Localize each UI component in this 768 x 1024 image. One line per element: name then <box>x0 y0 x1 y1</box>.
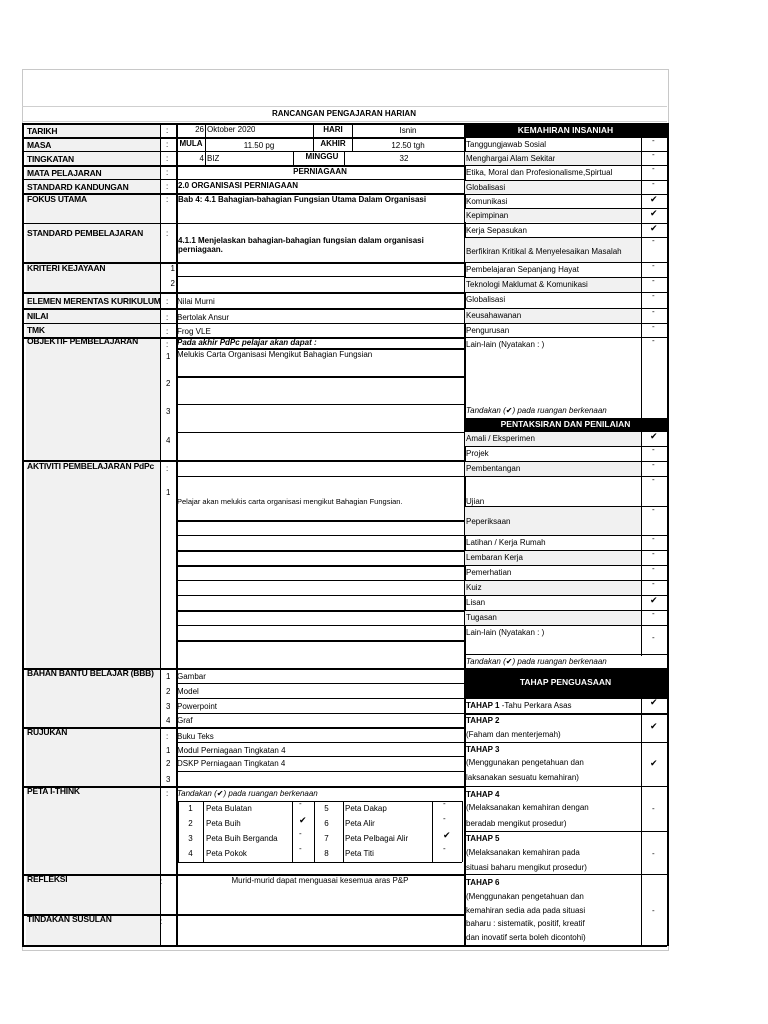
peta-dash: - <box>299 829 302 838</box>
peta-grid-line <box>462 801 463 862</box>
pp-item: Pemerhatian <box>466 568 512 577</box>
pp-item: Projek <box>466 449 489 458</box>
ki-item: Berfikiran Kritikal & Menyelesaikan Masalah <box>466 247 622 256</box>
pp-note: Tandakan (✔) pada ruangan berkenaan <box>466 657 607 666</box>
pp-item: Lisan <box>466 598 486 607</box>
ki-dash: - <box>652 179 655 188</box>
minggu-label: MINGGU <box>305 152 339 161</box>
pp-item: Ujian <box>466 497 485 506</box>
masa-label: MASA <box>27 140 52 150</box>
nilai-label: NILAI <box>27 311 49 321</box>
ki-dash: - <box>652 322 655 331</box>
ki-row-line <box>464 223 667 224</box>
peta-grid-line <box>292 801 293 862</box>
akt-1: Pelajar akan melukis carta organisasi mengikut Bahagian Fungsian. <box>177 497 403 506</box>
pp-dash: - <box>652 475 655 484</box>
pp-item: Latihan / Kerja Rumah <box>466 538 546 547</box>
tahap6-mark: - <box>652 906 655 915</box>
peta-dash: - <box>443 814 446 823</box>
ki-row-line <box>464 277 667 278</box>
pp-check-icon: ✔ <box>650 595 658 605</box>
kk-number: 1 <box>170 264 175 273</box>
ruj-item: Modul Perniagaan Tingkatan 4 <box>177 746 286 755</box>
colon: : <box>166 327 169 336</box>
kk-label: KRITERI KEJAYAAN <box>27 263 106 273</box>
obj-label: OBJEKTIF PEMBELAJARAN <box>27 336 139 346</box>
tahap3-desc: laksanakan sesuatu kemahiran) <box>466 773 579 782</box>
pp-item: Pembentangan <box>466 464 521 473</box>
ki-item: Pembelajaran Sepanjang Hayat <box>466 265 579 274</box>
ki-item: Pengurusan <box>466 326 510 335</box>
ruj-number: 2 <box>166 759 171 768</box>
pp-row-line <box>464 506 667 507</box>
pp-dash: - <box>652 579 655 588</box>
bbb-item: Graf <box>177 716 193 725</box>
hari-value: Isnin <box>399 126 417 135</box>
peta-dash: - <box>299 799 302 808</box>
obj-number: 4 <box>166 436 171 445</box>
pp-item: Peperiksaan <box>466 517 511 526</box>
colon-column-line <box>160 123 161 946</box>
pp-item: Tugasan <box>466 613 497 622</box>
pp-dash: - <box>652 505 655 514</box>
ki-row-line <box>464 180 667 181</box>
bbb-number: 2 <box>166 687 171 696</box>
right-border <box>667 123 669 946</box>
peta-grid-line <box>203 801 204 862</box>
colon: : <box>166 732 169 741</box>
pp-dash: - <box>652 633 655 642</box>
tahap6-desc: kemahiran sedia ada pada situasi <box>466 906 586 915</box>
peta-number: 4 <box>188 849 193 858</box>
pp-item: Lembaran Kerja <box>466 553 523 562</box>
obj-number: 1 <box>166 352 171 361</box>
tahap4-desc: beradab mengikut prosedur) <box>466 819 567 828</box>
peta-number: 5 <box>324 804 329 813</box>
mark-column-line <box>641 698 642 945</box>
tahap1-text: -Tahu Perkara Asas <box>499 701 572 710</box>
peta-name: Peta Alir <box>345 819 375 828</box>
ruj-item: DSKP Perniagaan Tingkatan 4 <box>177 759 286 768</box>
colon: : <box>166 140 169 149</box>
colon: : <box>166 297 169 306</box>
pt-label: PETA I-THINK <box>27 786 80 796</box>
sk-label: STANDARD KANDUNGAN <box>27 182 129 192</box>
colon: : <box>166 464 169 473</box>
pp-dash: - <box>652 549 655 558</box>
tingkatan-label: TINGKATAN <box>27 154 74 164</box>
tahap6-desc: baharu : sistematik, positif, kreatif <box>466 919 585 928</box>
tahap2-desc: (Faham dan menterjemah) <box>466 730 561 739</box>
left-border <box>22 123 24 946</box>
pp-row-bg <box>465 580 641 595</box>
ki-item: Globalisasi <box>466 295 506 304</box>
peta-name: Peta Pelbagai Alir <box>345 834 409 843</box>
mata-label: MATA PELAJARAN <box>27 168 102 178</box>
ruj-number: 3 <box>166 775 171 784</box>
tahap6-title: TAHAP 6 <box>466 878 500 887</box>
tmk-value: Frog VLE <box>177 327 211 336</box>
ki-row-line <box>464 165 667 166</box>
ki-item: Lain-lain (Nyatakan : ) <box>466 340 545 349</box>
colon: : <box>160 917 163 926</box>
tingkatan-num: 4 <box>199 154 204 163</box>
pp-row-line <box>464 431 667 432</box>
mark-column-line <box>641 431 642 656</box>
ki-dash: - <box>652 276 655 285</box>
ki-dash: - <box>652 261 655 270</box>
pp-row-line <box>464 535 667 536</box>
obj-1: Melukis Carta Organisasi Mengikut Bahagian Fungsian <box>177 350 373 359</box>
pp-dash: - <box>652 445 655 454</box>
ki-item: Tanggungjawab Sosial <box>466 140 547 149</box>
peta-dash: - <box>443 799 446 808</box>
ref-label: REFLEKSI <box>27 874 68 884</box>
peta-name: Peta Buih <box>206 819 241 828</box>
mula-value: 11.50 pg <box>243 141 275 150</box>
peta-name: Peta Buih Berganda <box>206 834 278 843</box>
tahap3-mark: ✔ <box>650 758 658 768</box>
label-column <box>26 123 163 946</box>
ref-value: Murid-murid dapat menguasai kesemua aras P&P <box>231 876 409 885</box>
ki-row-line <box>464 308 667 309</box>
pp-row-line <box>464 625 667 626</box>
ki-row-line <box>464 194 667 195</box>
peta-dash: - <box>443 844 446 853</box>
akt-number: 1 <box>166 488 171 497</box>
ki-item: Kepimpinan <box>466 211 509 220</box>
pp-row-line <box>464 595 667 596</box>
tahap5-desc: situasi baharu mengikut prosedur) <box>466 863 587 872</box>
peta-grid-line <box>432 801 433 862</box>
pp-header: PENTAKSIRAN DAN PENILAIAN <box>464 418 667 431</box>
tahap3-title: TAHAP 3 <box>466 745 500 754</box>
pp-row-line <box>464 565 667 566</box>
page-title: RANCANGAN PENGAJARAN HARIAN <box>271 109 416 118</box>
peta-dash: - <box>299 844 302 853</box>
bbb-number: 3 <box>166 702 171 711</box>
pp-dash: - <box>652 609 655 618</box>
ki-row-line <box>464 237 667 238</box>
pp-row-line <box>464 461 667 462</box>
sk-value: 2.0 ORGANISASI PERNIAGAAN <box>178 181 299 190</box>
ki-check-icon: ✔ <box>650 208 658 218</box>
pp-row-line <box>464 550 667 551</box>
tmk-label: TMK <box>27 325 45 335</box>
pp-dash: - <box>652 564 655 573</box>
ki-row-line <box>464 137 667 138</box>
peta-grid-line <box>178 862 462 863</box>
ruj-number: 1 <box>166 746 171 755</box>
bbb-item: Gambar <box>177 672 206 681</box>
colon: : <box>166 182 169 191</box>
mula-label: MULA <box>179 139 203 148</box>
ki-item: Teknologi Maklumat & Komunikasi <box>466 280 588 289</box>
pp-dash: - <box>652 460 655 469</box>
emk-value: Nilai Murni <box>177 297 215 306</box>
tahap5-desc: (Melaksanakan kemahiran pada <box>466 848 580 857</box>
tahap1-line <box>466 701 572 711</box>
pp-item: Lain-lain (Nyatakan : ) <box>466 628 545 637</box>
ki-item: Etika, Moral dan Profesionalisme,Spirtual <box>466 168 613 177</box>
colon: : <box>166 195 169 204</box>
nilai-value: Bertolak Ansur <box>177 313 230 322</box>
ki-dash: - <box>652 164 655 173</box>
pp-dash: - <box>652 534 655 543</box>
ki-row-line <box>464 292 667 293</box>
akhir-value: 12.50 tgh <box>391 141 425 150</box>
ki-dash: - <box>652 136 655 145</box>
tarikh-label: TARIKH <box>27 126 58 136</box>
peta-name: Peta Pokok <box>206 849 247 858</box>
bbb-number: 4 <box>166 716 171 725</box>
ki-check-icon: ✔ <box>650 223 658 233</box>
bbb-number: 1 <box>166 672 171 681</box>
tahap3-desc: (Menggunakan pengetahuan dan <box>466 758 584 767</box>
pp-check-icon: ✔ <box>650 431 658 441</box>
peta-number: 8 <box>324 849 329 858</box>
ki-item: Komunikasi <box>466 197 508 206</box>
tahap6-desc: (Menggunakan pengetahuan dan <box>466 892 584 901</box>
tahap1-title: TAHAP 1 <box>466 701 500 710</box>
ki-dash: - <box>652 291 655 300</box>
ki-item: Kerja Sepasukan <box>466 226 527 235</box>
peta-number: 1 <box>188 804 193 813</box>
ki-row-line <box>464 337 667 338</box>
ki-row-line <box>464 208 667 209</box>
pp-item: Kuiz <box>466 583 482 592</box>
ruj-label: RUJUKAN <box>27 727 68 737</box>
tahap2-title: TAHAP 2 <box>466 716 500 725</box>
pp-row-line <box>464 476 667 477</box>
colon: : <box>166 154 169 163</box>
ki-dash: - <box>652 307 655 316</box>
tp-header: TAHAP PENGUASAAN <box>464 668 667 698</box>
minggu-value: 32 <box>399 154 409 163</box>
pt-note: Tandakan (✔) pada ruangan berkenaan <box>177 789 318 798</box>
tingkatan-class: BIZ <box>207 154 220 163</box>
peta-number: 3 <box>188 834 193 843</box>
sp-label: STANDARD PEMBELAJARAN <box>27 228 144 238</box>
obj-intro: Pada akhir PdPc pelajar akan dapat : <box>177 338 317 347</box>
tarikh-month: Oktober 2020 <box>207 125 256 134</box>
peta-name: Peta Titi <box>345 849 374 858</box>
bbb-item: Powerpoint <box>177 702 218 711</box>
tarikh-day: 26 <box>195 125 204 134</box>
pp-row-line <box>464 446 667 447</box>
pp-row-line <box>464 610 667 611</box>
colon: : <box>166 789 169 798</box>
ki-item: Globalisasi <box>466 183 506 192</box>
sp-line1: 4.1.1 Menjelaskan bahagian-bahagian fungsian dalam organisasi <box>178 236 424 245</box>
colon: : <box>166 340 169 349</box>
tahap2-mark: ✔ <box>650 721 658 731</box>
ki-check-icon: ✔ <box>650 194 658 204</box>
peta-grid-line <box>343 801 344 862</box>
fokus-label: FOKUS UTAMA <box>27 194 87 204</box>
tahap6-desc: dan inovatif serta boleh dicontohi) <box>466 933 586 942</box>
tahap5-mark: - <box>652 849 655 858</box>
ruj-value: Buku Teks <box>177 732 214 741</box>
peta-check-icon: ✔ <box>299 815 307 825</box>
peta-grid-line <box>178 801 462 802</box>
tahap4-desc: (Melaksanakan kemahiran dengan <box>466 803 589 812</box>
emk-label: ELEMEN MERENTAS KURIKULUM <box>27 296 161 306</box>
ki-row-line <box>464 151 667 152</box>
hari-label: HARI <box>323 125 343 134</box>
tahap4-title: TAHAP 4 <box>466 790 500 799</box>
akt-label: AKTIVITI PEMBELAJARAN PdPc <box>27 461 155 471</box>
sp-line2: perniagaan. <box>178 245 223 254</box>
ki-note: Tandakan (✔) pada ruangan berkenaan <box>466 406 607 415</box>
akhir-label: AKHIR <box>320 139 346 148</box>
pp-row-line <box>464 580 667 581</box>
peta-name: Peta Dakap <box>345 804 387 813</box>
ki-header: KEMAHIRAN INSANIAH <box>464 123 667 137</box>
fokus-value: Bab 4: 4.1 Bahagian-bahagian Fungsian Utama Dalam Organisasi <box>178 195 427 204</box>
tahap1-mark: ✔ <box>650 697 658 707</box>
kk-number: 2 <box>170 279 175 288</box>
ki-dash: - <box>652 150 655 159</box>
colon: : <box>166 229 169 238</box>
mata-value: PERNIAGAAN <box>293 167 347 176</box>
colon: : <box>166 313 169 322</box>
bbb-item: Model <box>177 687 199 696</box>
ki-dash: - <box>652 336 655 345</box>
ki-item: Keusahawanan <box>466 311 522 320</box>
peta-check-icon: ✔ <box>443 830 451 840</box>
obj-number: 3 <box>166 407 171 416</box>
ki-dash: - <box>652 236 655 245</box>
colon: : <box>160 877 163 886</box>
ki-item: Menghargai Alam Sekitar <box>466 154 556 163</box>
peta-name: Peta Bulatan <box>206 804 252 813</box>
tahap5-title: TAHAP 5 <box>466 834 500 843</box>
obj-number: 2 <box>166 379 171 388</box>
pp-item: Amali / Eksperimen <box>466 434 535 443</box>
colon: : <box>166 126 169 135</box>
peta-number: 6 <box>324 819 329 828</box>
peta-number: 2 <box>188 819 193 828</box>
tahap4-mark: - <box>652 804 655 813</box>
ki-row-line <box>464 323 667 324</box>
ki-row-line <box>464 262 667 263</box>
bbb-label: BAHAN BANTU BELAJAR (BBB) <box>27 668 154 678</box>
peta-number: 7 <box>324 834 329 843</box>
colon: : <box>166 168 169 177</box>
ts-label: TINDAKAN SUSULAN <box>27 914 112 924</box>
